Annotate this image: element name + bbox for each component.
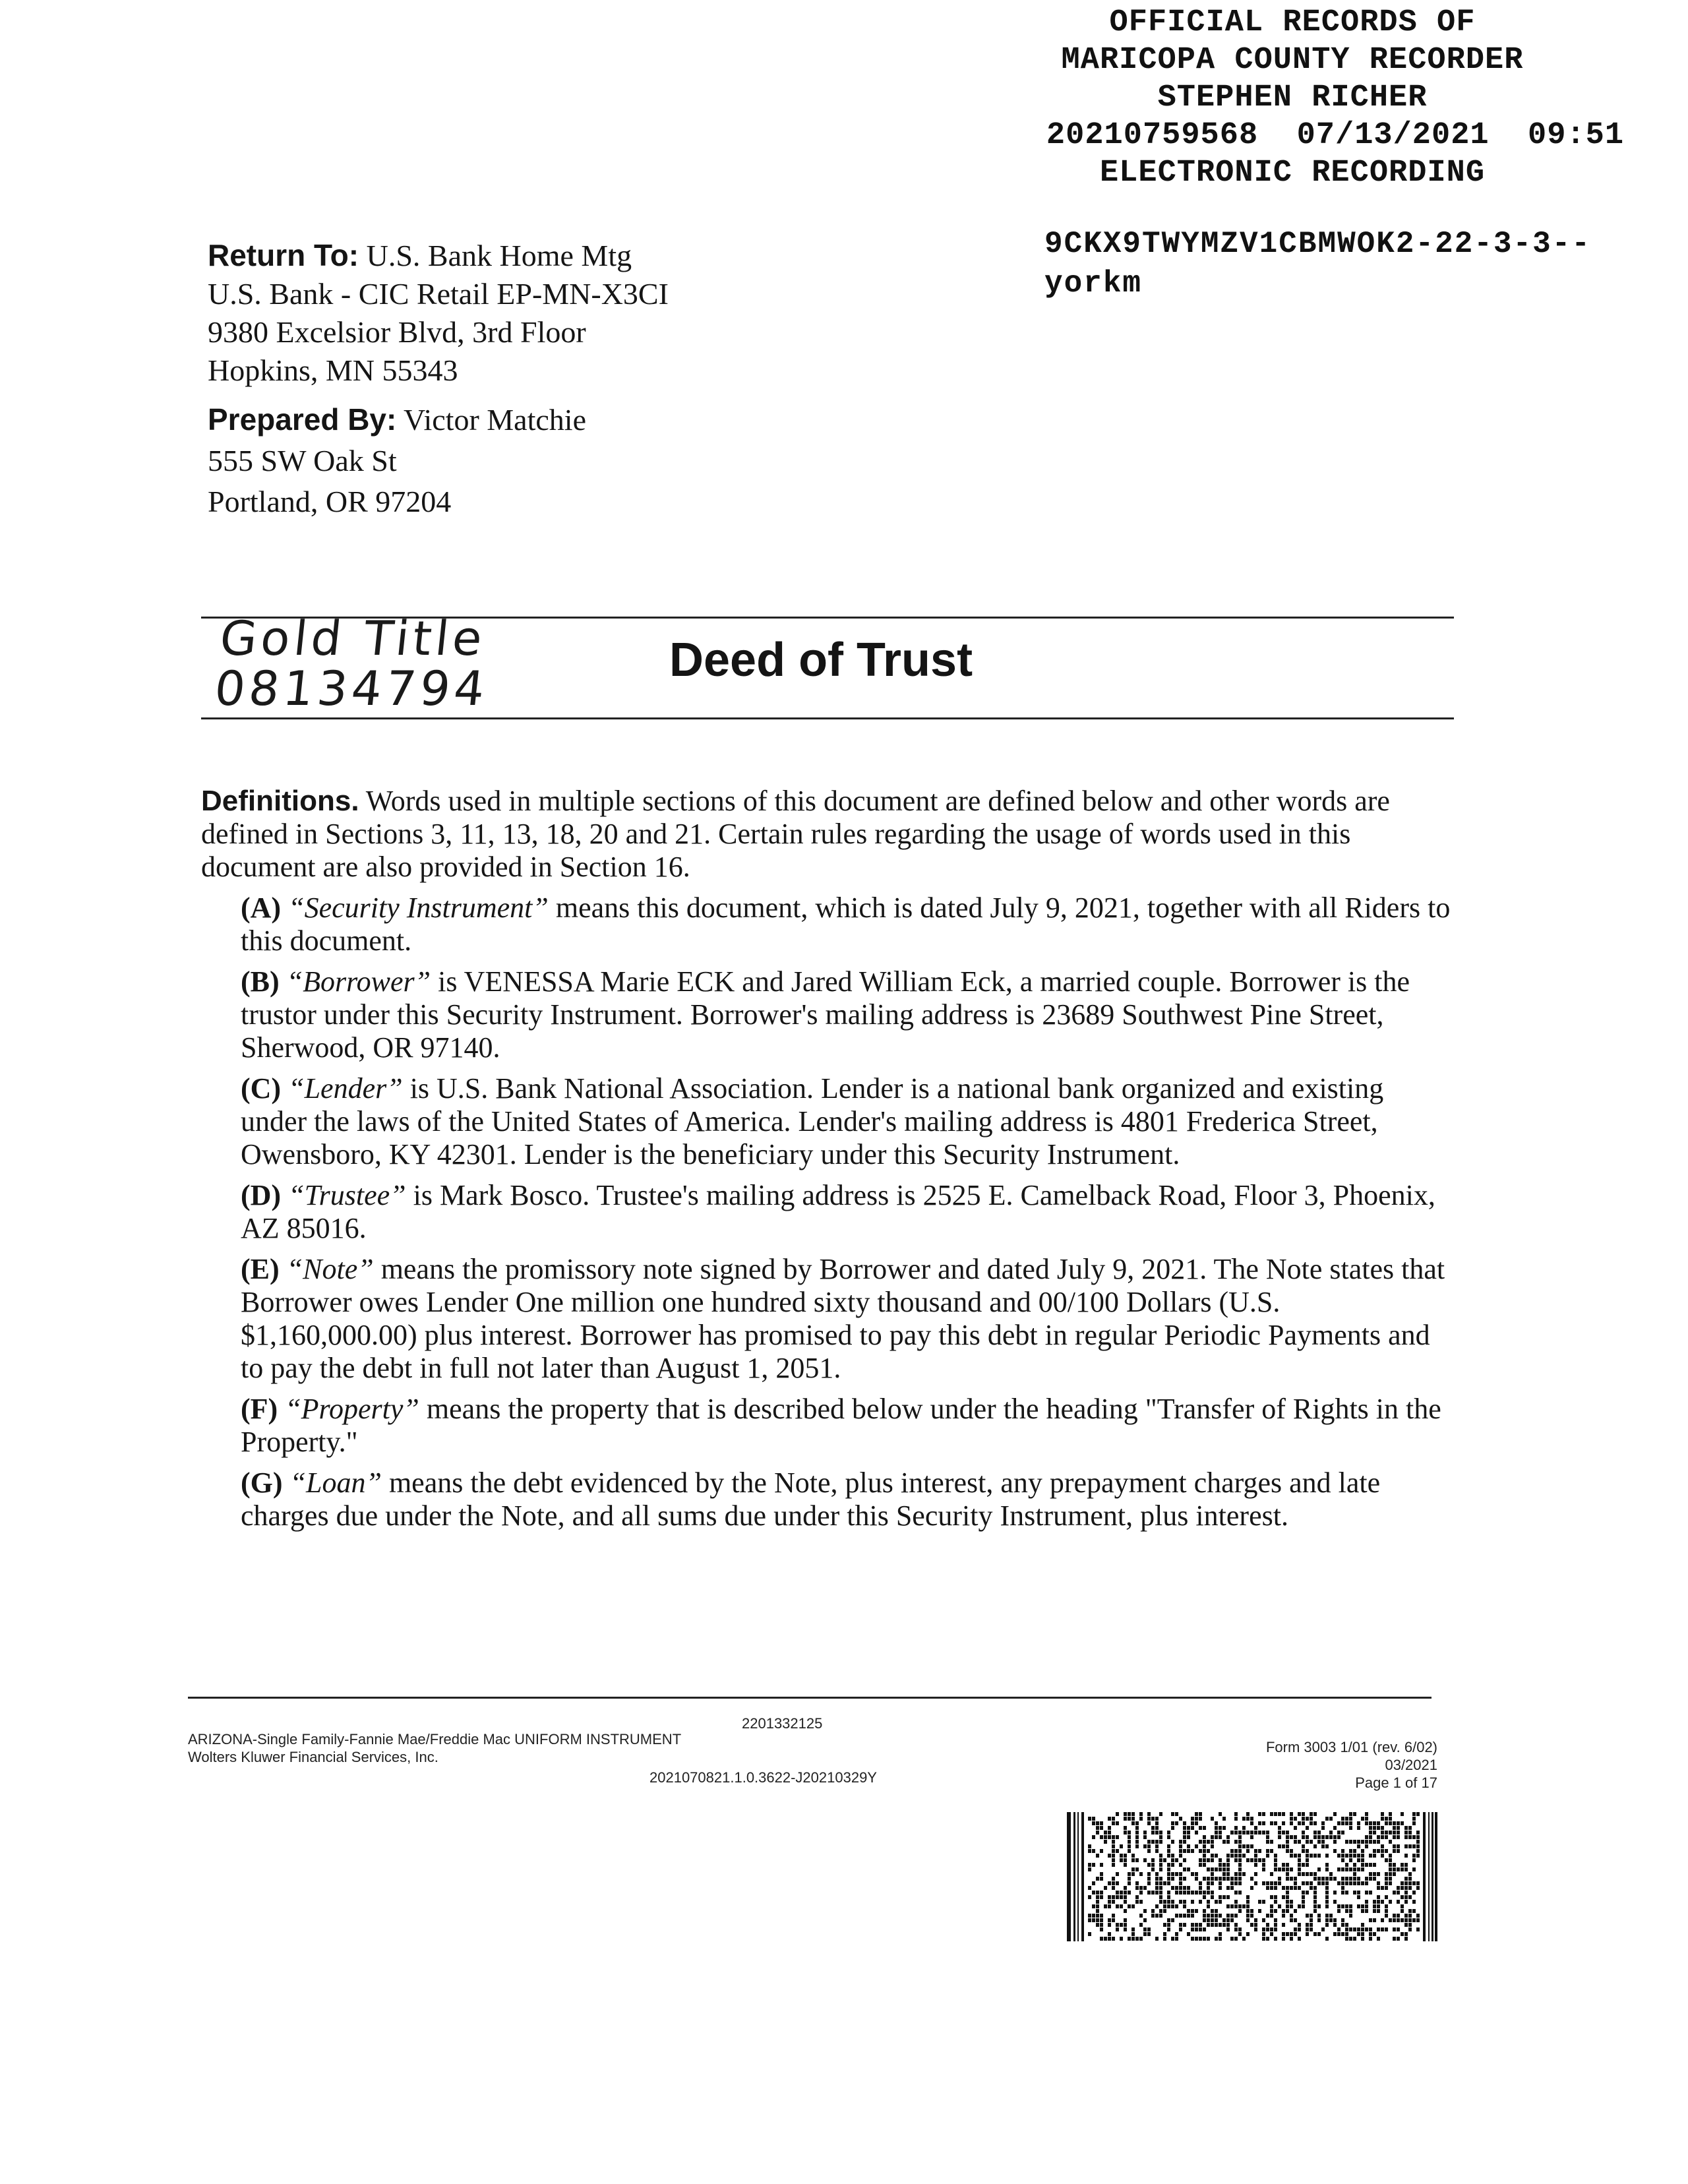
document-title: Deed of Trust — [669, 634, 973, 686]
recording-code-line-2: yorkm — [1044, 266, 1143, 301]
footer-doc-number: 2201332125 — [742, 1715, 823, 1732]
definition-tag: (B) — [241, 965, 280, 998]
definition-item — [241, 965, 1454, 1064]
definition-text: is U.S. Bank National Association. Lender is a national bank organized and existing under the laws of the United States of America. Lender's mailing address is 4801 Frederica Street, Owensboro, KY 42301. Lender is the beneficiary under this Security Instrument. — [241, 1072, 1384, 1170]
prepared-by-line-2: 555 SW Oak St — [208, 444, 397, 477]
title-bottom-rule — [201, 717, 1454, 719]
return-to-line-3: 9380 Excelsior Blvd, 3rd Floor — [208, 315, 586, 349]
prepared-by-block — [208, 400, 586, 521]
definition-item — [241, 1467, 1454, 1532]
footer-publisher: Wolters Kluwer Financial Services, Inc. — [188, 1749, 438, 1765]
definitions-heading: Definitions. — [201, 785, 359, 817]
handwritten-note — [212, 611, 496, 716]
barcode-image — [1067, 1812, 1437, 1941]
definition-text: means this document, which is dated July 9, 2021, together with all Riders to this document. — [241, 892, 1451, 957]
definition-text: is VENESSA Marie ECK and Jared William Eck, a married couple. Borrower is the trustor under this Security Instrument. Borrower's mailing address is 23689 Southwest Pine Street, Sherwood, OR 97140. — [241, 965, 1410, 1064]
stamp-line-5: ELECTRONIC RECORDING — [1099, 156, 1486, 191]
handwritten-line-1: Gold Title — [217, 611, 489, 666]
definition-tag: (F) — [241, 1393, 278, 1425]
footer-rule — [188, 1697, 1432, 1699]
stamp-line-1: OFFICIAL RECORDS OF — [1109, 5, 1476, 40]
definition-item — [241, 892, 1454, 957]
definition-term: “Security Instrument” — [288, 892, 549, 924]
definition-tag: (A) — [241, 892, 282, 924]
definitions-intro-paragraph — [201, 785, 1454, 884]
definition-text: means the property that is described below under the heading "Transfer of Rights in the Property." — [241, 1393, 1441, 1458]
return-to-label: Return To: — [208, 238, 359, 272]
recording-code — [1044, 224, 1591, 303]
stamp-line-3: STEPHEN RICHER — [1157, 80, 1428, 115]
definition-term: “Note” — [286, 1253, 374, 1285]
definition-tag: (E) — [241, 1253, 280, 1285]
definition-item — [241, 1253, 1454, 1385]
definition-tag: (G) — [241, 1467, 283, 1499]
stamp-line-2: MARICOPA COUNTY RECORDER — [1061, 43, 1524, 78]
definition-item — [241, 1072, 1454, 1171]
handwritten-line-2: 08134794 — [212, 661, 491, 716]
definitions-section — [201, 785, 1454, 1532]
definition-item — [241, 1393, 1454, 1459]
definition-term: “Property” — [285, 1393, 419, 1425]
definition-term: “Borrower” — [286, 965, 431, 998]
definition-text: is Mark Bosco. Trustee's mailing address is 2525 E. Camelback Road, Floor 3, Phoenix, AZ 85016. — [241, 1179, 1435, 1244]
definition-text: means the debt evidenced by the Note, plus interest, any prepayment charges and late charges due under the Note, and all sums due under this Security Instrument, plus interest. — [241, 1467, 1381, 1532]
definitions-intro: Words used in multiple sections of this document are defined below and other words are defined in Sections 3, 11, 13, 18, 20 and 21. Certain rules regarding the usage of words used in this document are also provided in Section 16. — [201, 785, 1390, 883]
footer-left — [188, 1730, 681, 1766]
definition-term: “Trustee” — [288, 1179, 406, 1211]
prepared-by-label: Prepared By: — [208, 402, 397, 437]
footer-form-title: ARIZONA-Single Family-Fannie Mae/Freddie Mac UNIFORM INSTRUMENT — [188, 1731, 682, 1747]
footer-form-date: 03/2021 — [1385, 1757, 1437, 1773]
return-to-line-2: U.S. Bank - CIC Retail EP-MN-X3CI — [208, 277, 669, 311]
recorder-stamp — [1029, 4, 1688, 192]
definition-tag: (D) — [241, 1179, 282, 1211]
prepared-by-name: Victor Matchie — [404, 403, 586, 437]
definition-item — [241, 1179, 1454, 1245]
prepared-by-line-3: Portland, OR 97204 — [208, 485, 452, 518]
footer-page: Page 1 of 17 — [1355, 1774, 1437, 1791]
return-to-block — [208, 236, 669, 390]
definition-term: “Loan” — [289, 1467, 382, 1499]
stamp-recording-number: 20210759568 07/13/2021 09:51 — [1046, 118, 1625, 153]
return-to-name: U.S. Bank Home Mtg — [366, 239, 632, 272]
definition-text: means the promissory note signed by Borrower and dated July 9, 2021. The Note states that Borrower owes Lender One million one hundred sixty thousand and 00/100 Dollars (U.S. $1,160,000.00) plus interest. Borrower has promised to pay this debt in regular Periodic Payments and to pay the debt in full not later than August 1, 2051. — [241, 1253, 1445, 1384]
return-to-line-4: Hopkins, MN 55343 — [208, 353, 458, 387]
footer-right — [1266, 1738, 1437, 1792]
definition-tag: (C) — [241, 1072, 282, 1105]
recording-code-line-1: 9CKX9TWYMZV1CBMWOK2-22-3-3-- — [1044, 227, 1591, 261]
definition-term: “Lender” — [288, 1072, 403, 1105]
footer-form-number: Form 3003 1/01 (rev. 6/02) — [1265, 1739, 1437, 1755]
footer-version-code: 2021070821.1.0.3622-J20210329Y — [649, 1769, 877, 1786]
